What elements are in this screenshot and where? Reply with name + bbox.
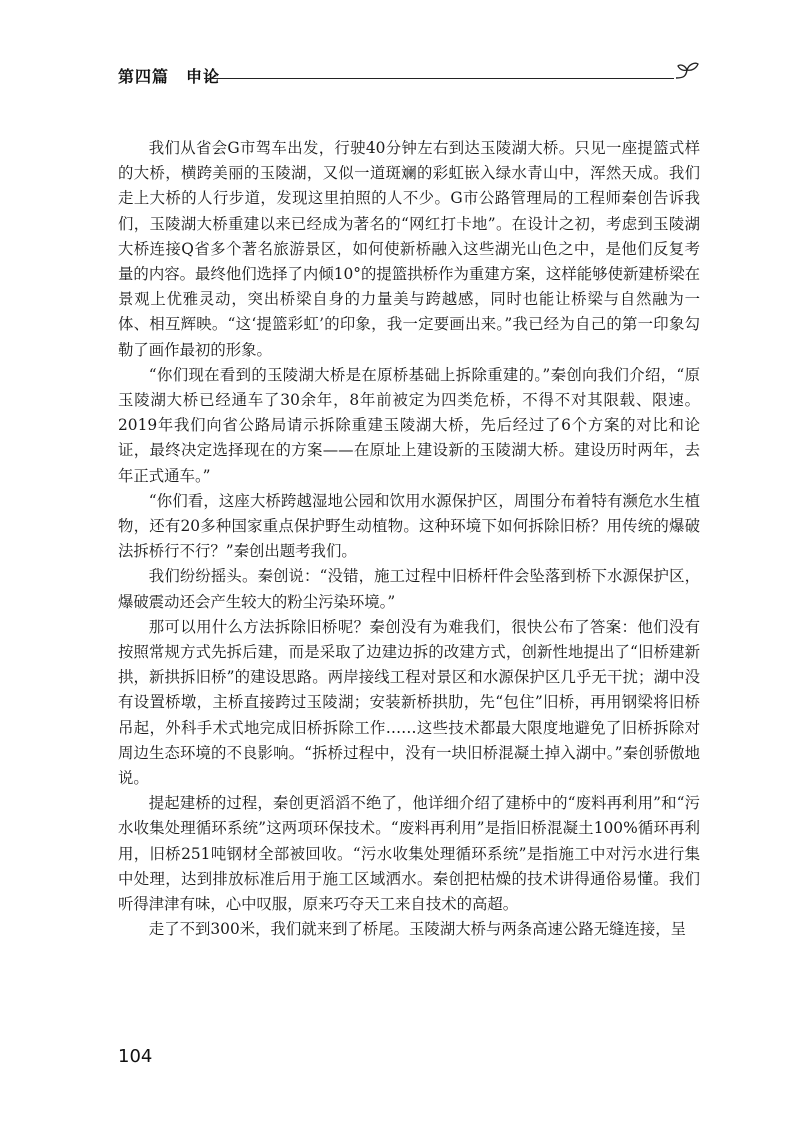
paragraph: 提起建桥的过程，秦创更滔滔不绝了，他详细介绍了建桥中的“废料再利用”和“污水收集处理循环系统”这两项环保技术。“废料再利用”是指旧桥混凝土100%循环再利用，旧桥251吨钢材全部被回收。“污水收集处理循环系统”是指施工中对污水进行集中处理，达到排放标准后用于施工区域洒水。秦创把枯燥的技术讲得通俗易懂。我们听得津津有味，心中叹服，原来巧夺天工来自技术的高超。 (118, 794, 700, 914)
page-number: 104 (118, 1046, 153, 1067)
paragraph: 我们从省会G市驾车出发，行驶40分钟左右到达玉陵湖大桥。只见一座提篮式样的大桥，横跨美丽的玉陵湖，又似一道斑斓的彩虹嵌入绿水青山中，浑然天成。我们走上大桥的人行步道，发现这里拍照的人不少。G市公路管理局的工程师秦创告诉我们，玉陵湖大桥重建以来已经成为著名的“网红打卡地”。在设计之初，考虑到玉陵湖大桥连接Q省多个著名旅游景区，如何使新桥融入这些湖光山色之中，是他们反复考量的内容。最终他们选择了内倾10°的提篮拱桥作为重建方案，这样能够使新建桥梁在景观上优雅灵动，突出桥梁自身的力量美与跨越感，同时也能让桥梁与自然融为一体、相互辉映。“这‘提篮彩虹’的印象，我一定要画出来。”我已经为自己的第一印象勾勒了画作最初的形象。 (118, 139, 700, 359)
header-rule (204, 78, 674, 79)
page-header (118, 58, 698, 88)
paragraph: “你们看，这座大桥跨越湿地公园和饮用水源保护区，周围分布着特有濒危水生植物，还有20多种国家重点保护野生动植物。这种环境下如何拆除旧桥？用传统的爆破法拆桥行不行？”秦创出题考我们。 (118, 491, 700, 561)
paragraph: 我们纷纷摇头。秦创说：“没错，施工过程中旧桥杆件会坠落到桥下水源保护区，爆破震动还会产生较大的粉尘污染环境。” (118, 567, 700, 611)
paragraph: 走了不到300米，我们就来到了桥尾。玉陵湖大桥与两条高速公路无缝连接，呈 (148, 920, 687, 939)
paragraph: “你们现在看到的玉陵湖大桥是在原桥基础上拆除重建的。”秦创向我们介绍，“原玉陵湖大桥已经通车了30余年，8年前被定为四类危桥，不得不对其限载、限速。2019年我们向省公路局请示拆除重建玉陵湖大桥，先后经过了6个方案的对比和论证，最终决定选择现在的方案——在原址上建设新的玉陵湖大桥。建设历时两年，去年正式通车。” (118, 365, 700, 485)
section-title: 第四篇 申论 (118, 67, 221, 86)
article-body (118, 136, 700, 943)
paragraph: 那可以用什么方法拆除旧桥呢？秦创没有为难我们，很快公布了答案：他们没有按照常规方式先拆后建，而是采取了边建边拆的改建方式，创新性地提出了“旧桥建新拱，新拱拆旧桥”的建设思路。两岸接线工程对景区和水源保护区几乎无干扰；湖中没有设置桥墩，主桥直接跨过玉陵湖；安装新桥拱肋，先“包住”旧桥，再用钢梁将旧桥吊起，外科手术式地完成旧桥拆除工作……这些技术都最大限度地避免了旧桥拆除对周边生态环境的不良影响。“拆桥过程中，没有一块旧桥混凝土掉入湖中。”秦创骄傲地说。 (118, 617, 700, 788)
sprout-icon (674, 58, 700, 84)
